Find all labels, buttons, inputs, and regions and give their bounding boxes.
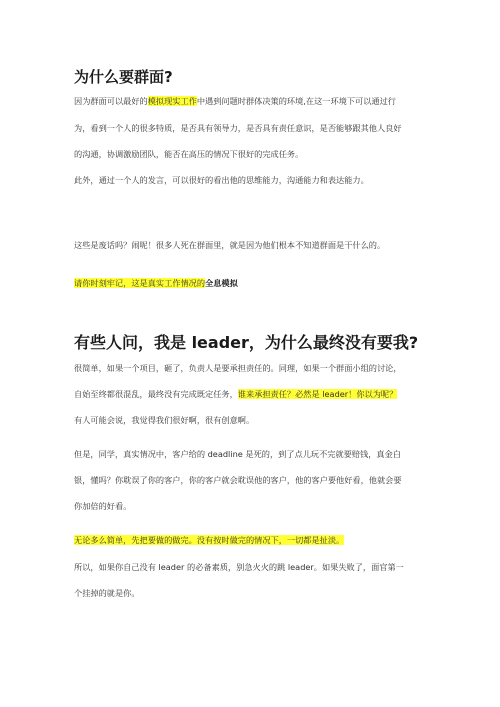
highlight-simulate-work: 模拟现实工作 [147, 96, 197, 106]
paragraph-1-line-2: 为，看到一个人的很多特质，是否具有领导力，是否具有责任意识，是否能够跟其他人良好 [74, 123, 402, 133]
text-segment: 自始至终都很混乱，最终没有完成既定任务， [74, 389, 238, 399]
highlight-remember: 请你时刻牢记，这是真实工作情况的 [74, 278, 206, 288]
heading-why-group-interview: 为什么要群面? [74, 68, 173, 86]
paragraph-2: 此外，通过一个人的发言，可以很好的看出他的思维能力，沟通能力和表达能力。 [74, 175, 369, 185]
paragraph-1-line-1 [74, 94, 434, 108]
paragraph-9-line-2: 个挂掉的就是你。 [74, 588, 140, 598]
paragraph-1-line-3: 的沟通，协调激励团队，能否在高压的情况下很好的完成任务。 [74, 149, 304, 159]
paragraph-7-line-2: 银，懂吗？你耽误了你的客户，你的客户就会耽误他的客户，他的客户要他好看，他就会要 [74, 475, 402, 485]
highlight-finish-first: 无论多么简单，先把要做的做完。没有按时做完的情况下，一切都是扯淡。 [74, 535, 345, 545]
bold-holographic-simulation: 全息模拟 [205, 278, 238, 288]
paragraph-8 [74, 533, 434, 547]
paragraph-5-line-2 [74, 387, 434, 401]
paragraph-6: 有人可能会说，我觉得我们很好啊，很有创意啊。 [74, 415, 255, 425]
highlight-who-takes-responsibility: 谁来承担责任？必然是 leader！你以为呢？ [237, 389, 398, 399]
text-segment: 中遇到问题时群体决策的环境,在这一环境下可以通过行 [196, 96, 396, 106]
paragraph-7-line-3: 你加倍的好看。 [74, 501, 132, 511]
paragraph-9-line-1: 所以，如果你自己没有 leader 的必备素质，别急火火的跳 leader。如果失败了，面官第一 [74, 562, 404, 572]
paragraph-7-line-1: 但是，同学，真实情况中，客户给的 deadline 是死的，到了点儿玩不完就要赔钱，真金白 [74, 449, 401, 459]
paragraph-3: 这些是废话吗？闹呢！很多人死在群面里，就是因为他们根本不知道群面是干什么的。 [74, 240, 386, 250]
text-segment: 因为群面可以最好的 [74, 96, 148, 106]
paragraph-4 [74, 276, 434, 290]
heading-leader-question: 有些人问，我是 leader，为什么最终没有要我? [74, 333, 419, 352]
paragraph-5-line-1: 很简单，如果一个项目，砸了，负责人是要承担责任的。同理，如果一个群面小组的讨论， [74, 363, 402, 373]
